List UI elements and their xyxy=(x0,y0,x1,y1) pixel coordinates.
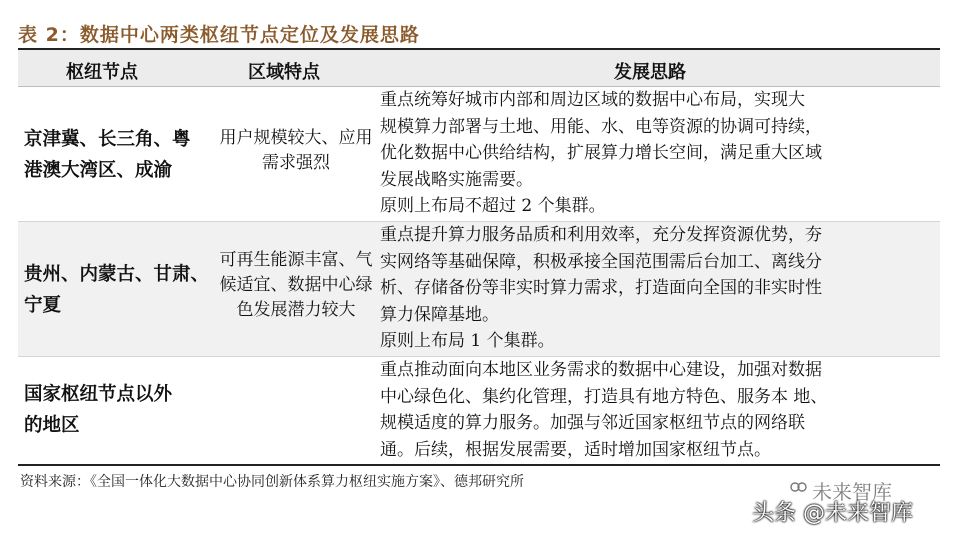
watermark-top: 未来智库 xyxy=(812,480,892,504)
plan-line: 重点统筹好城市内部和周边区域的数据中心布局，实现大 xyxy=(380,90,805,110)
table-row xyxy=(18,222,940,357)
plan-cell xyxy=(380,357,936,463)
feature-line: 用户规模较大、应用 xyxy=(219,128,373,148)
table-row xyxy=(18,357,940,464)
plan-line: 析、存储备份等非实时算力需求，打造面向全国的非实时性 xyxy=(380,278,822,298)
node-line: 国家枢纽节点以外 xyxy=(24,384,173,405)
node-line: 贵州、内蒙古、甘肃、 xyxy=(24,264,210,285)
node-line: 宁夏 xyxy=(24,295,62,316)
node-line: 港澳大湾区、成渝 xyxy=(24,160,173,181)
source-note: 资料来源：《全国一体化大数据中心协同创新体系算力枢纽实施方案》、德邦研究所 xyxy=(20,474,524,490)
plan-cell xyxy=(380,87,936,220)
plan-line: 重点推动面向本地区业务需求的数据中心建设，加强对数据 xyxy=(380,360,822,380)
plan-line: 规模适度的算力服务。加强与邻近国家枢纽节点的网络联 xyxy=(380,413,805,433)
node-line: 的地区 xyxy=(24,415,80,436)
header-node: 枢纽节点 xyxy=(66,62,138,83)
watermark-bottom: 头条 @未来智库 xyxy=(752,501,913,526)
table-row xyxy=(18,87,940,222)
node-cell xyxy=(24,379,210,441)
watermark-logo-icon xyxy=(790,480,808,494)
feature-line: 色发展潜力较大 xyxy=(236,300,356,320)
plan-line: 原则上布局不超过 2 个集群。 xyxy=(380,196,606,216)
node-line: 京津冀、长三角、粤 xyxy=(24,129,191,150)
plan-line: 通。后续，根据发展需要，适时增加国家枢纽节点。 xyxy=(380,439,771,460)
node-cell xyxy=(24,259,210,321)
header-plan: 发展思路 xyxy=(614,62,686,83)
plan-line: 优化数据中心供给结构，扩展算力增长空间，满足重大区域 xyxy=(380,143,822,163)
plan-line: 规模算力部署与土地、用能、水、电等资源的协调可持续， xyxy=(380,116,822,137)
plan-line: 原则上布局 1 个集群。 xyxy=(380,331,555,351)
plan-line: 发展战略实施需要。 xyxy=(380,169,533,190)
feature-line: 需求强烈 xyxy=(262,153,330,173)
plan-line: 中心绿色化、集约化管理，打造具有地方特色、服务本 地、 xyxy=(380,386,828,407)
feature-line: 可再生能源丰富、气 xyxy=(219,250,373,270)
node-cell xyxy=(24,124,210,186)
table-title: 表 2：数据中心两类枢纽节点定位及发展思路 xyxy=(18,24,420,46)
feature-line: 候适宜、数据中心绿 xyxy=(219,275,373,295)
plan-cell xyxy=(380,222,936,355)
feature-cell xyxy=(198,248,394,323)
plan-line: 重点提升算力服务品质和利用效率，充分发挥资源优势，夯 xyxy=(380,225,822,245)
header-feature: 区域特点 xyxy=(248,62,320,83)
plan-line: 实网络等基础保障，积极承接全国范围需后台加工、离线分 xyxy=(380,251,822,272)
table-header xyxy=(18,50,940,87)
plan-line: 算力保障基地。 xyxy=(380,304,499,325)
table-bottom-rule xyxy=(18,464,940,466)
feature-cell xyxy=(198,126,394,176)
